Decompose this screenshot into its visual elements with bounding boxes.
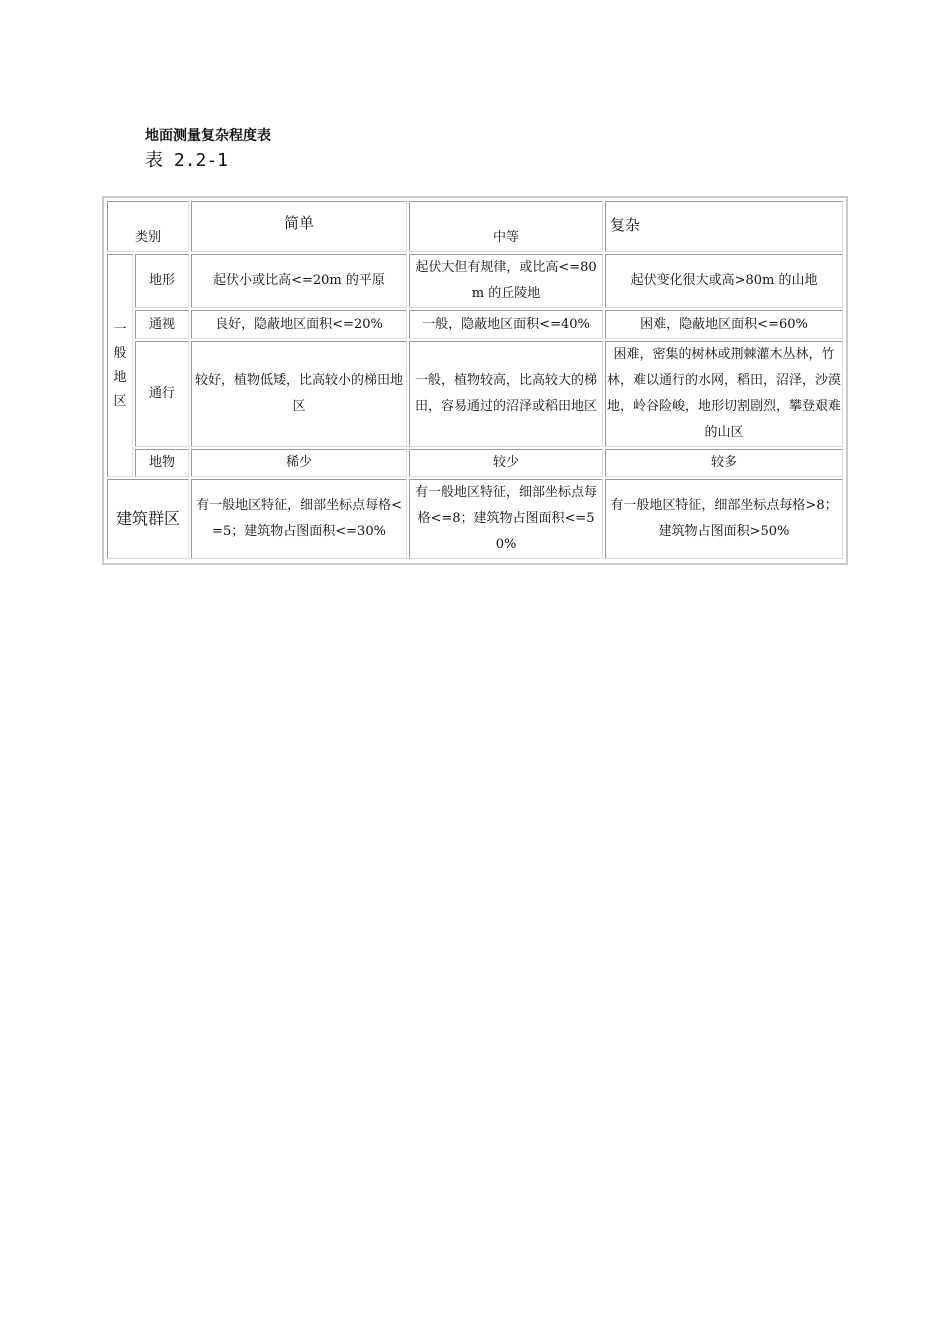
cell-features-complex: 较多	[605, 449, 843, 477]
row-label-passability: 通行	[135, 341, 189, 447]
cell-visibility-medium: 一般，隐蔽地区面积<=40%	[409, 310, 603, 339]
row-label-terrain: 地形	[135, 254, 189, 308]
header-category: 类别	[107, 201, 189, 252]
general-area-char: 区	[113, 393, 127, 409]
table-row	[107, 254, 843, 308]
cell-features-medium: 较少	[409, 449, 603, 477]
cell-passability-simple: 较好，植物低矮，比高较小的梯田地区	[191, 341, 407, 447]
table-row	[107, 449, 843, 477]
table-row	[107, 341, 843, 447]
building-area-label: 建筑群区	[107, 479, 189, 559]
header-row	[107, 201, 843, 252]
header-medium: 中等	[409, 201, 603, 252]
general-area-char: 地	[113, 369, 127, 385]
table-row	[107, 310, 843, 339]
header-simple: 简单	[191, 201, 407, 252]
general-area-char: 般	[113, 345, 127, 361]
cell-building-simple: 有一般地区特征，细部坐标点每格<=5；建筑物占图面积<=30%	[191, 479, 407, 559]
row-label-visibility: 通视	[135, 310, 189, 339]
complexity-table-frame	[102, 196, 848, 565]
cell-building-complex: 有一般地区特征，细部坐标点每格>8；建筑物占图面积>50%	[605, 479, 843, 559]
cell-passability-medium: 一般，植物较高，比高较大的梯田，容易通过的沼泽或稻田地区	[409, 341, 603, 447]
complexity-table	[105, 199, 845, 561]
table-number: 表 2.2-1	[145, 150, 229, 171]
cell-terrain-medium: 起伏大但有规律，或比高<=80m 的丘陵地	[409, 254, 603, 308]
cell-visibility-complex: 困难，隐蔽地区面积<=60%	[605, 310, 843, 339]
cell-visibility-simple: 良好，隐蔽地区面积<=20%	[191, 310, 407, 339]
header-complex: 复杂	[605, 201, 843, 252]
cell-passability-complex: 困难，密集的树林或荆棘灌木丛林，竹林，难以通行的水网，稻田，沼泽，沙漠地，岭谷险峻，地形切割剧烈，攀登艰难的山区	[605, 341, 843, 447]
table-row	[107, 479, 843, 559]
cell-terrain-simple: 起伏小或比高<=20m 的平原	[191, 254, 407, 308]
cell-building-medium: 有一般地区特征，细部坐标点每格<=8；建筑物占图面积<=50%	[409, 479, 603, 559]
page-title: 地面测量复杂程度表	[145, 128, 271, 144]
row-label-features: 地物	[135, 449, 189, 477]
general-area-char: 一	[113, 321, 127, 337]
cell-terrain-complex: 起伏变化很大或高>80m 的山地	[605, 254, 843, 308]
cell-features-simple: 稀少	[191, 449, 407, 477]
general-area-label	[107, 254, 133, 477]
